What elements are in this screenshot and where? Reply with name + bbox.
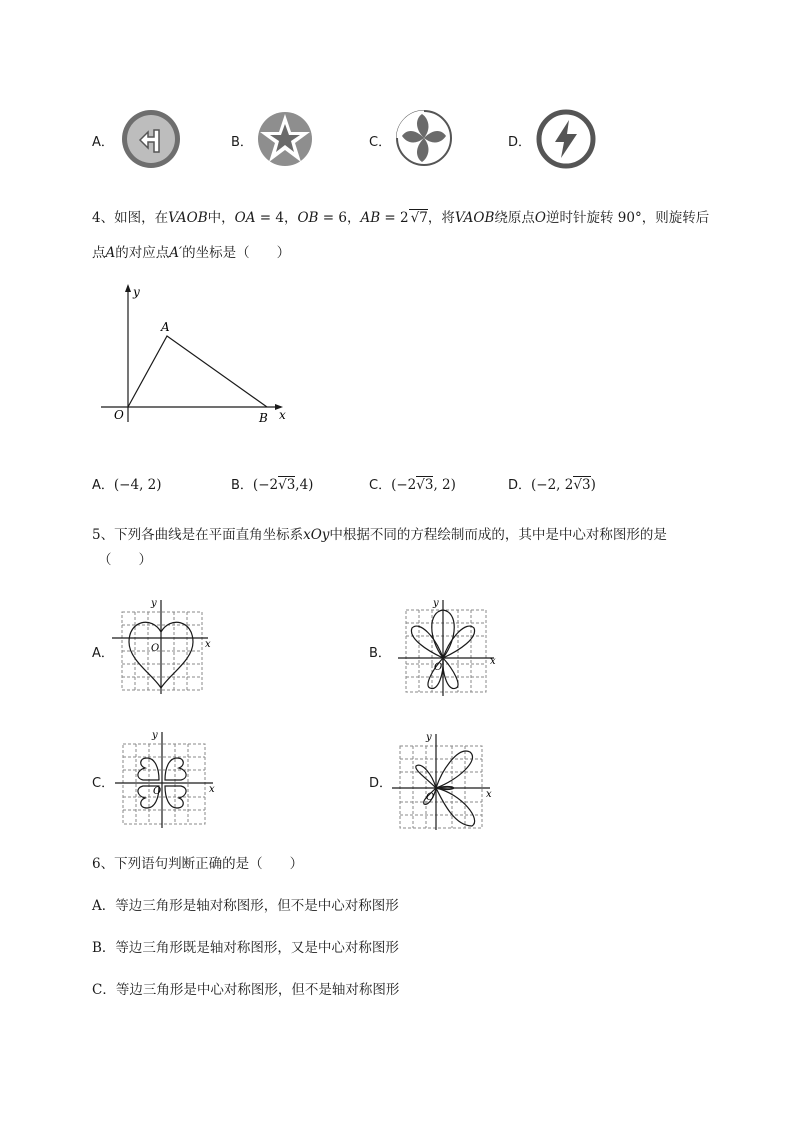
road-sign-icon: [120, 108, 182, 170]
q4-stem-line1: 4、如图，在VAOB中，OA = 4，OB = 6，AB = 2 √7，将VAOB绕原点O逆时针旋转 90°，则旋转后: [92, 210, 710, 226]
q6-option-c[interactable]: C．等边三角形是中心对称图形，但不是轴对称图形: [92, 982, 400, 998]
q4-option-a[interactable]: A．(−4, 2): [92, 477, 162, 493]
fig-label-b: B: [259, 411, 268, 425]
q6-stem: 6、下列语句判断正确的是（ ）: [92, 856, 304, 872]
q6-option-b[interactable]: B．等边三角形既是轴对称图形，又是中心对称图形: [92, 940, 399, 956]
q4-stem-line2: 点A的对应点A′的坐标是（ ）: [92, 245, 291, 261]
q5-rose-graph[interactable]: [398, 598, 498, 696]
q5-option-b-label: B．: [369, 646, 391, 661]
q5-option-c-label: C．: [92, 776, 115, 791]
svg-text:x: x: [490, 656, 496, 667]
q5-four-hearts-graph[interactable]: [115, 728, 219, 828]
fig-label-x: x: [279, 408, 286, 422]
svg-text:y: y: [151, 598, 157, 609]
svg-text:y: y: [426, 732, 432, 743]
svg-text:x: x: [205, 639, 211, 650]
y-axis-arrow: [125, 284, 131, 292]
q5-option-a-label: A．: [92, 646, 114, 661]
svg-text:y: y: [433, 598, 439, 609]
lightning-icon: [535, 108, 597, 170]
q5-stem-line2: （ ）: [98, 552, 152, 568]
q3-option-d-label: D．: [508, 135, 532, 150]
fig-label-a: A: [161, 320, 170, 334]
q4-option-d[interactable]: D．(−2, 2√3): [508, 477, 596, 493]
q5-diagonal-petals-graph[interactable]: [392, 730, 496, 832]
q5-heart-graph[interactable]: [112, 598, 212, 696]
triangle-aob: [128, 336, 267, 407]
q4-option-c[interactable]: C．(−2√3, 2): [369, 477, 456, 493]
q3-option-b-label: B．: [231, 135, 253, 150]
svg-text:O: O: [426, 792, 435, 803]
svg-text:O: O: [153, 786, 162, 797]
svg-text:x: x: [486, 789, 492, 800]
q5-option-d-label: D．: [369, 776, 393, 791]
q6-option-a[interactable]: A．等边三角形是轴对称图形，但不是中心对称图形: [92, 898, 399, 914]
q3-option-c-label: C．: [369, 135, 392, 150]
svg-text:x: x: [209, 784, 215, 795]
svg-text:y: y: [152, 730, 158, 741]
four-petal-icon: [394, 108, 454, 168]
svg-text:O: O: [434, 662, 443, 673]
star-icon: [256, 110, 314, 168]
q4-triangle-figure: [95, 282, 295, 430]
fig-label-y: y: [133, 285, 140, 299]
q5-stem-line1: 5、下列各曲线是在平面直角坐标系xOy中根据不同的方程绘制而成的，其中是中心对称图形的是: [92, 527, 667, 543]
q4-option-b[interactable]: B．(−2√3,4): [231, 477, 314, 493]
svg-text:O: O: [151, 643, 160, 654]
q3-option-a-label: A．: [92, 135, 114, 150]
fig-label-o: O: [114, 408, 124, 422]
